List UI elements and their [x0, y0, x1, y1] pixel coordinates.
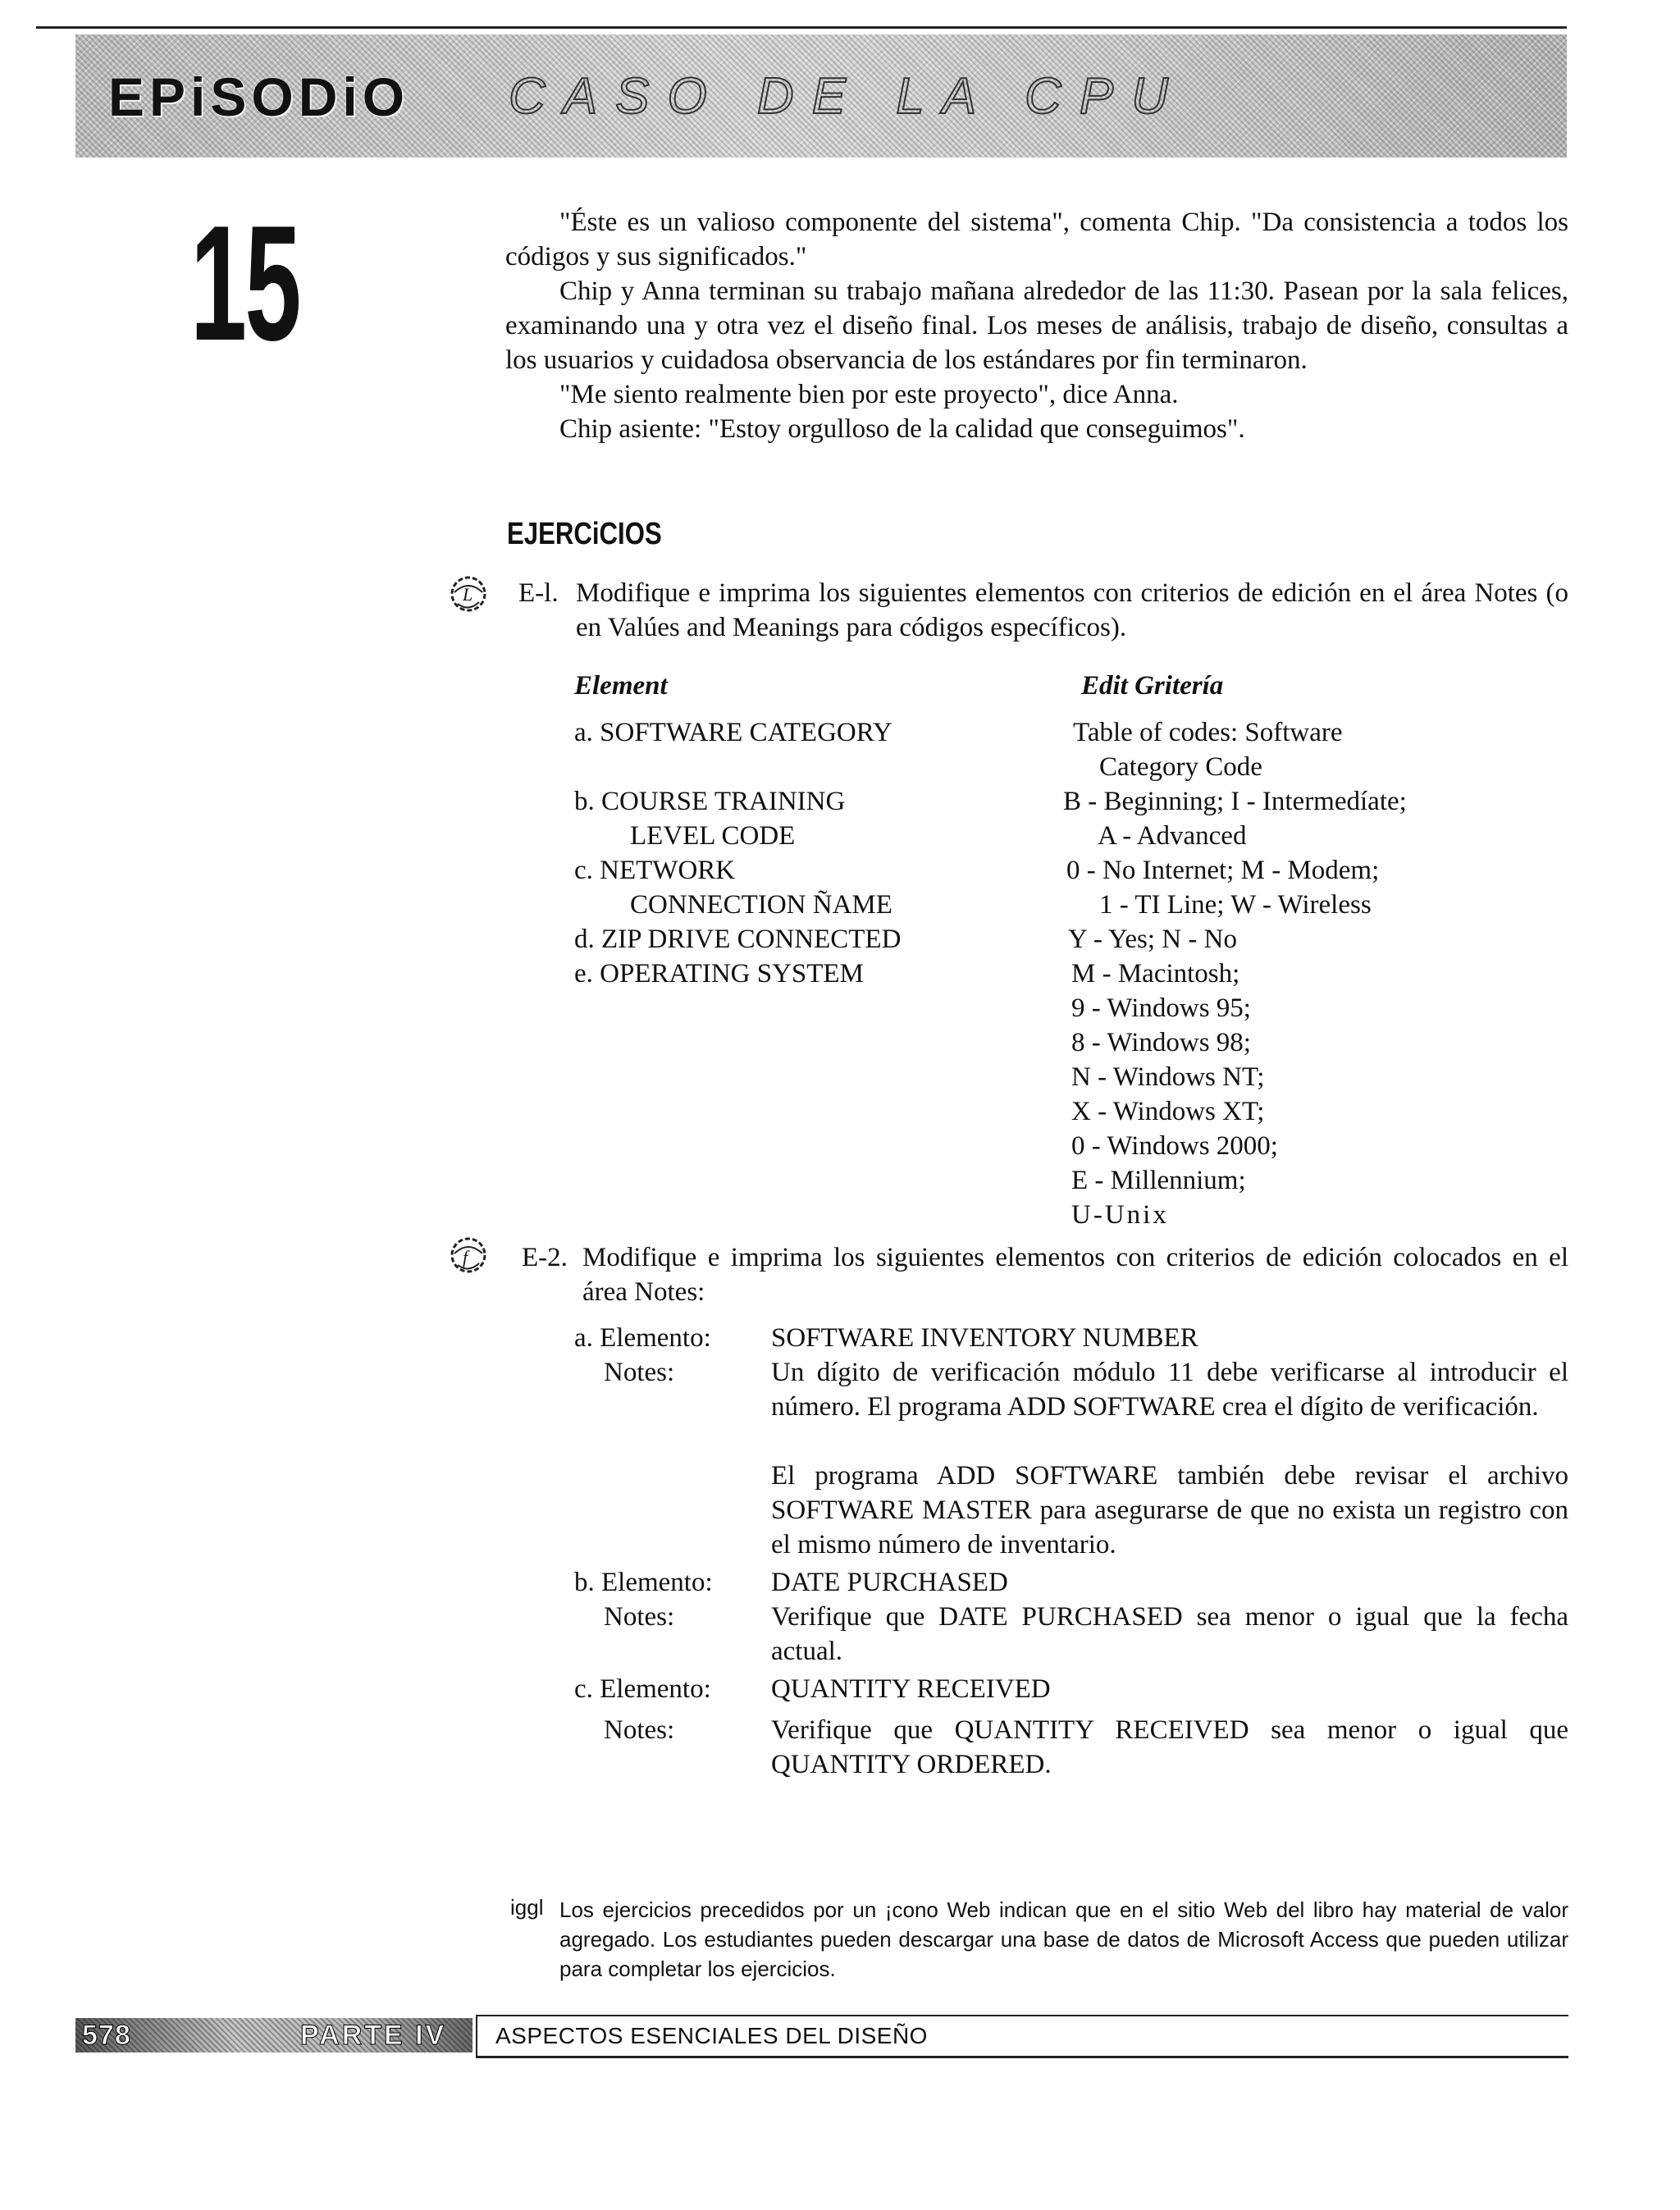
criteria-cell: A - Advanced [1098, 821, 1247, 851]
notes-text: Un dígito de verificación módulo 11 debe verificarse al introducir el número. El programa ADD SOFTWARE crea el dígito de verificación. [771, 1358, 1568, 1422]
exercise-text: Modifique e imprima los siguientes elementos con criterios de edición colocados en el área Notes: [582, 1243, 1568, 1307]
exercise-text: Modifique e imprima los siguientes elementos con criterios de edición en el área Notes (o en Valúes and Meanings para códigos específicos). [576, 578, 1568, 642]
web-globe-icon [446, 571, 491, 615]
element-cell: CONNECTION ÑAME [630, 890, 892, 920]
svg-text:f: f [463, 1247, 468, 1267]
element-cell: e. OPERATING SYSTEM [574, 959, 864, 989]
criteria-cell: E - Millennium; [1071, 1166, 1246, 1195]
footer-rule [476, 2056, 1568, 2058]
element-cell: c. NETWORK [574, 856, 736, 885]
notes-text: El programa ADD SOFTWARE también debe revisar el archivo SOFTWARE MASTER para asegurarse de que no exista un registro con el mismo número de inventario. [771, 1461, 1568, 1559]
column-header-criteria: Edit Gritería [1081, 671, 1224, 701]
top-rule [36, 26, 1567, 29]
footnote: Los ejercicios precedidos por un ¡cono Web indican que en el sitio Web del libro hay material de valor agregado. Los estudiantes pueden descargar una base de datos de Microsoft Access que pueden utilizar para completar los ejercicios. [559, 1897, 1568, 1981]
footer-rule [476, 2015, 1568, 2016]
web-globe-icon [446, 1232, 491, 1276]
criteria-cell: N - Windows NT; [1071, 1062, 1265, 1092]
element-label: b. Elemento: [574, 1568, 713, 1597]
criteria-cell: 0 - No Internet; M - Modem; [1066, 856, 1380, 885]
footer-divider [476, 2015, 477, 2057]
criteria-cell: 9 - Windows 95; [1071, 993, 1251, 1023]
element-value: DATE PURCHASED [771, 1568, 1008, 1597]
page-number: 578 [82, 2020, 131, 2051]
element-label: a. Elemento: [574, 1323, 711, 1353]
intro-paragraph: "Éste es un valioso componente del sistema", comenta Chip. "Da consistencia a todos los códigos y sus significados." [505, 208, 1568, 272]
exercise-label: E-2. [522, 1243, 568, 1272]
footer-title: ASPECTOS ESENCIALES DEL DISEÑO [495, 2023, 928, 2048]
notes-label: Notes: [604, 1602, 675, 1632]
episode-label: EPiSODiO [108, 66, 410, 127]
column-header-element: Element [574, 671, 668, 701]
element-value: QUANTITY RECEIVED [771, 1674, 1051, 1704]
notes-label: Notes: [604, 1358, 675, 1387]
footnote-mark: iggl [510, 1895, 544, 1920]
criteria-cell: Category Code [1099, 752, 1262, 782]
element-cell: LEVEL CODE [630, 821, 796, 851]
element-cell: a. SOFTWARE CATEGORY [574, 718, 892, 747]
element-cell: b. COURSE TRAINING [574, 787, 846, 816]
element-label: c. Elemento: [574, 1674, 711, 1704]
criteria-cell: Y - Yes; N - No [1068, 925, 1237, 954]
intro-paragraph: "Me siento realmente bien por este proyecto", dice Anna. [559, 380, 1179, 409]
criteria-cell: Table of codes: Software [1073, 718, 1343, 747]
intro-paragraph: Chip asiente: "Estoy orgulloso de la calidad que conseguimos". [559, 414, 1245, 444]
criteria-cell: B - Beginning; I - Intermedíate; [1063, 787, 1407, 816]
case-title: CASO DE LA CPU [509, 68, 1186, 125]
exercise-label: E-l. [518, 578, 559, 608]
notes-text: Verifique que QUANTITY RECEIVED sea menor o igual que QUANTITY ORDERED. [771, 1715, 1568, 1779]
criteria-cell: 0 - Windows 2000; [1071, 1131, 1278, 1161]
criteria-cell: X - Windows XT; [1071, 1097, 1265, 1126]
episode-number: 15 [190, 192, 299, 375]
criteria-cell: U-Unix [1071, 1200, 1169, 1230]
notes-text: Verifique que DATE PURCHASED sea menor o igual que la fecha actual. [771, 1602, 1568, 1666]
intro-paragraph: Chip y Anna terminan su trabajo mañana alrededor de las 11:30. Pasean por la sala felices, examinando una y otra vez el diseño final. Los meses de análisis, trabajo de diseño, consultas a los usuarios y cuidadosa observancia de los estándares por fin terminaron. [505, 276, 1568, 375]
element-value: SOFTWARE INVENTORY NUMBER [771, 1323, 1198, 1353]
notes-label: Notes: [604, 1715, 675, 1745]
criteria-cell: 8 - Windows 98; [1071, 1028, 1251, 1057]
element-cell: d. ZIP DRIVE CONNECTED [574, 925, 902, 954]
exercises-heading: EJERCiCIOS [507, 517, 662, 551]
svg-text:L: L [463, 584, 473, 605]
part-label: PARTE IV [300, 2020, 447, 2051]
criteria-cell: 1 - TI Line; W - Wireless [1099, 890, 1372, 920]
criteria-cell: M - Macintosh; [1071, 959, 1240, 989]
